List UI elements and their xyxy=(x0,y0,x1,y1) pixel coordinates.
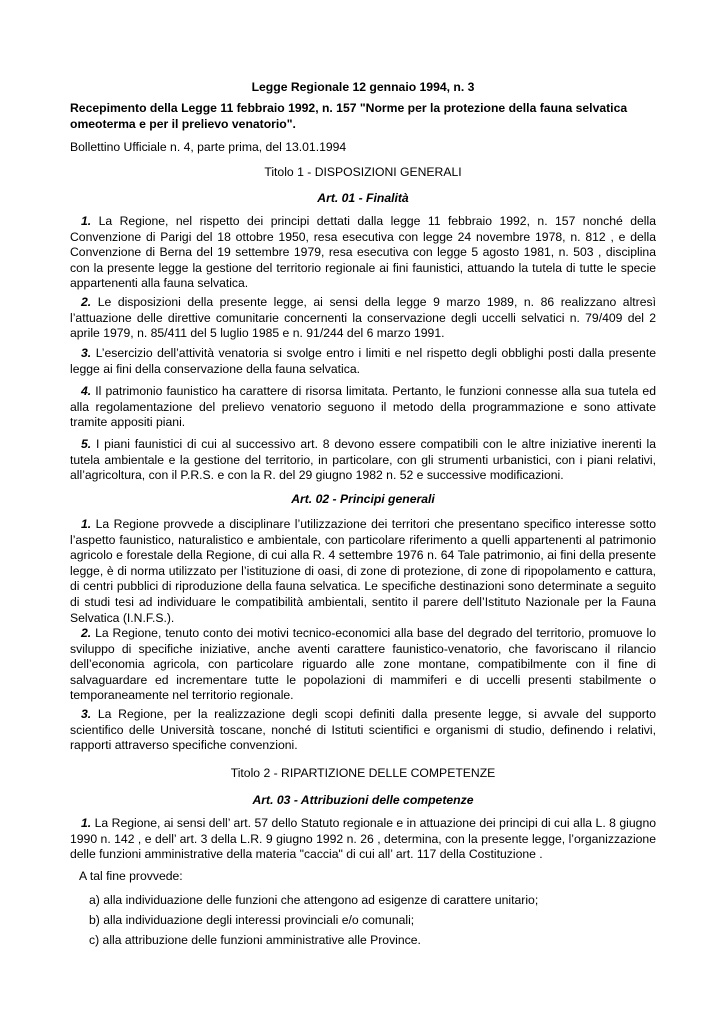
paragraph-number: 2. xyxy=(81,295,92,309)
list-item: b) alla individuazione degli interessi provinciali e/o comunali; xyxy=(89,913,415,927)
paragraph-number: 1. xyxy=(81,214,92,228)
art-03-paragraph-1 xyxy=(70,816,656,863)
paragraph-number: 3. xyxy=(81,707,92,721)
art-02-heading: Art. 02 - Principi generali xyxy=(291,492,435,506)
paragraph-text: Le disposizioni della presente legge, ai sensi della legge 9 marzo 1989, n. 86 realizzano altresì l’attuazione delle direttive comunitarie concernenti la conservazione degli uccelli selvatici n. 79/409 del 2 aprile 1979, n. 85/411 del 5 luglio 1985 e n. 91/244 del 6 marzo 1991. xyxy=(70,295,656,341)
art-03-heading: Art. 03 - Attribuzioni delle competenze xyxy=(252,793,474,807)
art-03-lead: A tal fine provvede: xyxy=(79,869,183,883)
art-01-heading: Art. 01 - Finalità xyxy=(317,191,409,205)
list-item: c) alla attribuzione delle funzioni amministrative alle Province. xyxy=(89,933,421,947)
paragraph-number: 3. xyxy=(81,346,92,360)
paragraph-text: I piani faunistici di cui al successivo art. 8 devono essere compatibili con le altre iniziative inerenti la tutela ambientale e la gestione del territorio, in particolare, con gli strumenti urbanistici, con i piani relativi, all’agricoltura, con il P.R.S. e con la R. del 29 giugno 1982 n. 52 e successive modificazioni. xyxy=(70,437,656,483)
paragraph-number: 5. xyxy=(81,437,92,451)
bulletin-reference: Bollettino Ufficiale n. 4, parte prima, del 13.01.1994 xyxy=(70,140,347,154)
paragraph-text: La Regione, per la realizzazione degli scopi definiti dalla presente legge, si avvale del supporto scientifico delle Università toscane, nonché di Istituti scientifici e organismi di studio, definendo i relativi, rapporti attraverso specifiche convenzioni. xyxy=(70,707,656,753)
art-02-paragraph-3 xyxy=(70,707,656,754)
art-02-paragraph-2 xyxy=(70,626,656,704)
paragraph-number: 1. xyxy=(81,816,92,830)
art-01-paragraph-3 xyxy=(70,346,656,377)
paragraph-number: 2. xyxy=(81,626,92,640)
paragraph-text: La Regione, nel rispetto dei principi dettati dalla legge 11 febbraio 1992, n. 157 nonché della Convenzione di Parigi del 18 ottobre 1950, resa esecutiva con legge 24 novembre 1978, n. 812 , e della Convenzione di Berna del 19 settembre 1979, resa esecutiva con legge 5 agosto 1981, n. 503 , disciplina con la presente legge la gestione del territorio regionale ai fini faunistici, attuando la tutela di tutte le specie appartenenti alla fauna selvatica. xyxy=(70,214,656,291)
paragraph-text: La Regione, ai sensi dell’ art. 57 dello Statuto regionale e in attuazione dei principi di cui alla L. 8 giugno 1990 n. 142 , e dell’ art. 3 della L.R. 9 giugno 1992 n. 26 , determina, con la presente legge, l’organizzazione delle funzioni amministrative della materia "caccia" di cui all’ art. 117 della Costituzione . xyxy=(70,816,656,862)
paragraph-number: 4. xyxy=(81,384,92,398)
law-title: Legge Regionale 12 gennaio 1994, n. 3 xyxy=(251,80,475,94)
art-02-paragraph-1 xyxy=(70,517,656,626)
paragraph-number: 1. xyxy=(81,517,92,531)
paragraph-text: La Regione, tenuto conto dei motivi tecnico-economici alla base del degrado del territorio, promuove lo sviluppo di specifiche iniziative, anche aventi carattere faunistico-venatorio, che favoriscano il rilancio dell’economia agricola, con particolare riguardo alle zone montane, compatibilmente con il fine di salvaguardare ed incrementare tutte le popolazioni di mammiferi e di uccelli presenti stabilmente o temporaneamente nel territorio regionale. xyxy=(70,626,656,703)
list-item: a) alla individuazione delle funzioni che attengono ad esigenze di carattere unitario; xyxy=(89,893,539,907)
art-01-paragraph-5 xyxy=(70,437,656,484)
law-subtitle: Recepimento della Legge 11 febbraio 1992, n. 157 "Norme per la protezione della fauna selvatica omeoterma e per il prelievo venatorio". xyxy=(70,101,628,131)
paragraph-text: Il patrimonio faunistico ha carattere di risorsa limitata. Pertanto, le funzioni connesse alla sua tutela ed alla regolamentazione del prelievo venatorio seguono il metodo della programmazione e sono attivate tramite appositi piani. xyxy=(70,384,656,430)
art-01-paragraph-1 xyxy=(70,214,656,292)
paragraph-text: La Regione provvede a disciplinare l’utilizzazione dei territori che presentano specifico interesse sotto l’aspetto faunistico, naturalistico e ambientale, con particolare riferimento a quelli appartenenti al patrimonio agricolo e forestale della Regione, di cui alla R. 4 settembre 1976 n. 64 Tale patrimonio, ai fini della presente legge, è di norma utilizzato per l’istituzione di oasi, di zone di protezione, di zone di ripopolamento e cattura, di centri pubblici di riproduzione della fauna selvatica. Le specifiche destinazioni sono determinate a seguito di studi tesi ad individuare le compatibilità ambientali, sentito il parere dell’Istituto Nazionale per la Fauna Selvatica (I.N.F.S.). xyxy=(70,517,656,625)
art-01-paragraph-4 xyxy=(70,384,656,431)
titolo-1-heading: Titolo 1 - DISPOSIZIONI GENERALI xyxy=(264,165,462,179)
art-01-paragraph-2 xyxy=(70,295,656,342)
paragraph-text: L’esercizio dell’attività venatoria si svolge entro i limiti e nel rispetto degli obblighi posti dalla presente legge ai fini della conservazione della fauna selvatica. xyxy=(70,346,656,376)
titolo-2-heading: Titolo 2 - RIPARTIZIONE DELLE COMPETENZE xyxy=(230,766,496,780)
